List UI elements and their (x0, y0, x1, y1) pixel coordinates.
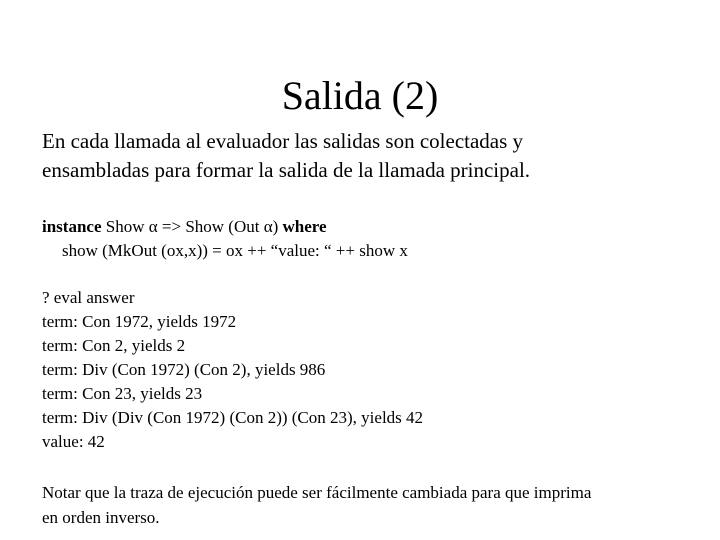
eval-output-block (42, 286, 423, 454)
intro-paragraph (42, 127, 702, 185)
where-keyword: where (282, 217, 327, 236)
output-line: term: Con 23, yields 23 (42, 384, 203, 403)
instance-code-block (42, 215, 408, 263)
note-paragraph (42, 480, 702, 530)
slide-title-text: Salida (2) (281, 73, 439, 118)
slide-title (0, 72, 720, 120)
note-line-1: Notar que la traza de ejecución puede ser fácilmente cambiada para que imprima (42, 483, 592, 502)
intro-line-2: ensambladas para formar la salida de la llamada principal. (42, 158, 531, 182)
note-line-2: en orden inverso. (42, 508, 160, 527)
output-line: term: Div (Div (Con 1972) (Con 2)) (Con 23), yields 42 (42, 408, 424, 427)
output-line: term: Div (Con 1972) (Con 2), yields 986 (42, 360, 326, 379)
instance-signature: Show α => Show (Out α) (101, 217, 283, 236)
instance-keyword: instance (42, 217, 102, 236)
instance-declaration-line (42, 215, 408, 239)
output-line: value: 42 (42, 432, 105, 451)
output-line: term: Con 1972, yields 1972 (42, 312, 237, 331)
output-line: ? eval answer (42, 288, 135, 307)
output-line: term: Con 2, yields 2 (42, 336, 186, 355)
show-definition-line: show (MkOut (ox,x)) = ox ++ “value: “ ++ show x (62, 241, 408, 260)
intro-line-1: En cada llamada al evaluador las salidas son colectadas y (42, 129, 524, 153)
